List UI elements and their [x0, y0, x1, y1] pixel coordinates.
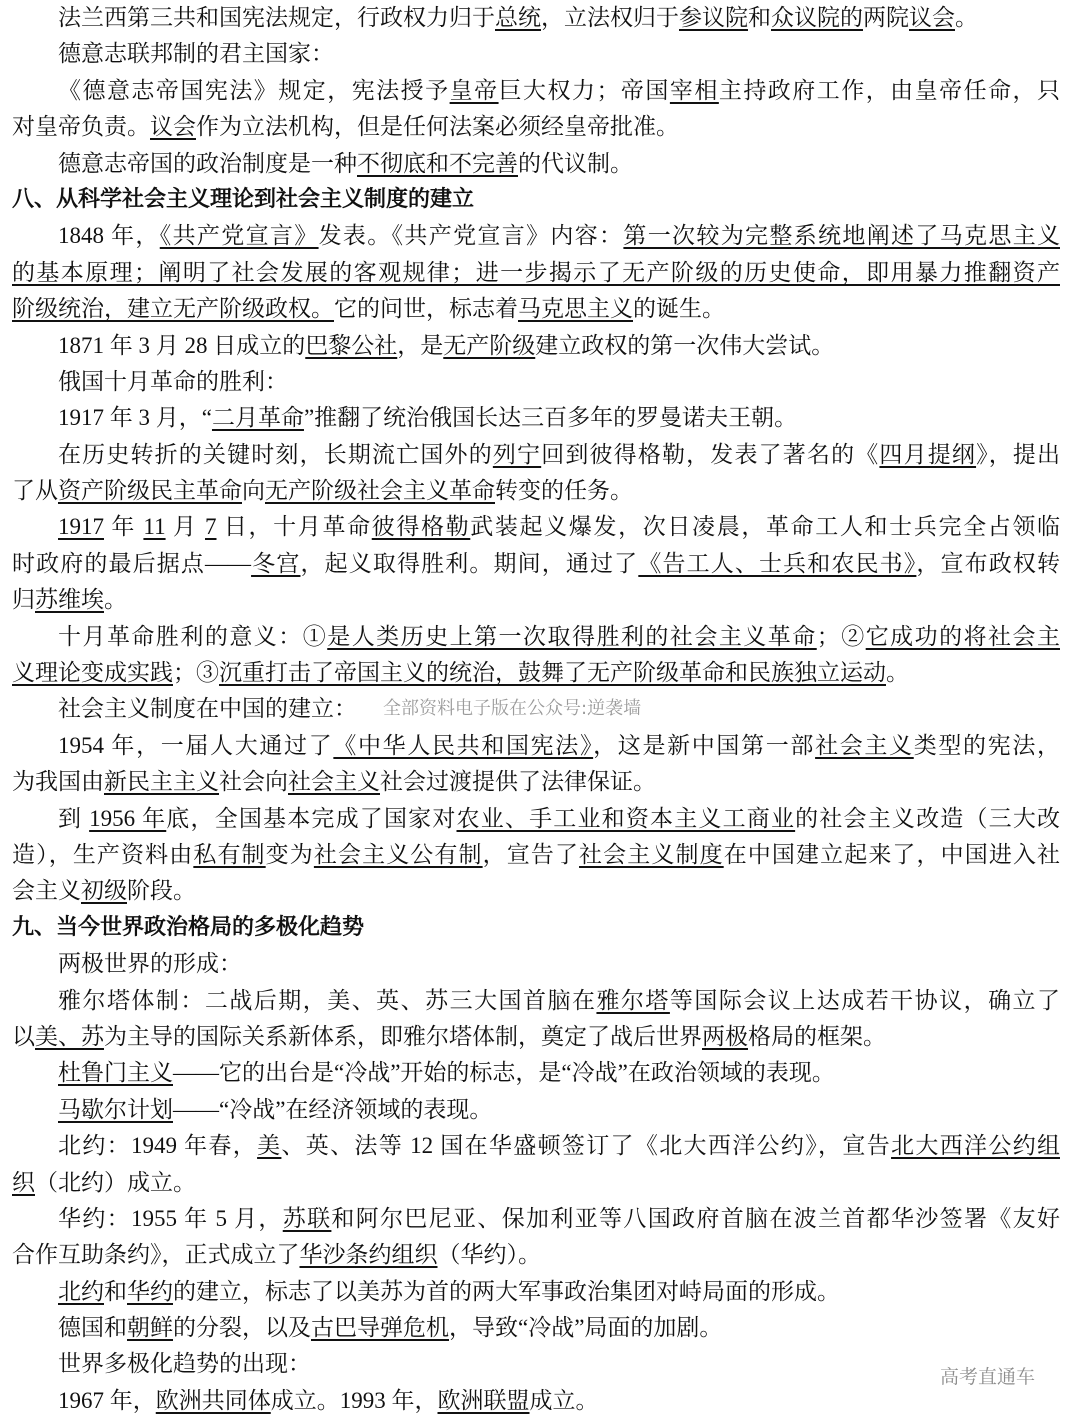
- text-segment: 华约：1955 年 5 月，: [58, 1205, 283, 1231]
- text-segment: （北约）成立。: [35, 1169, 196, 1195]
- underlined-key-term: 美: [257, 1133, 282, 1159]
- text-segment: 社会主义制度在中国的建立：: [58, 696, 357, 722]
- underlined-key-term: 无产阶级社会主义革命: [265, 478, 495, 504]
- text-line: [12, 109, 1060, 145]
- text-segment: 两极世界的形成：: [58, 951, 242, 977]
- underlined-key-term: 华约: [127, 1278, 173, 1304]
- text-segment: 向: [242, 478, 265, 504]
- text-line: [12, 1346, 1060, 1382]
- text-segment: ，这是新中国第一部: [593, 732, 816, 758]
- text-segment: 对皇帝负责。: [12, 114, 150, 140]
- underlined-key-term: 1917: [58, 514, 104, 540]
- underlined-key-term: 两极: [702, 1023, 748, 1049]
- text-segment: 的社会主义改造（三大改: [795, 805, 1060, 831]
- text-line: [12, 728, 1060, 764]
- text-line: [12, 619, 1060, 655]
- text-segment: 造），生产资料由: [12, 841, 194, 867]
- text-segment: 时政府的最后据点——: [12, 550, 252, 576]
- underlined-key-term: 欧洲共同体: [155, 1387, 271, 1413]
- underlined-key-term: 美、苏: [35, 1023, 104, 1049]
- underlined-key-term: 农业、手工业和资本主义工商业: [456, 805, 796, 831]
- text-line: [12, 1237, 1060, 1273]
- text-segment: 巨大权力；帝国: [498, 77, 670, 103]
- text-segment: 两院: [863, 5, 909, 30]
- text-segment: 的代议制。: [518, 150, 633, 176]
- text-line: [12, 764, 1060, 800]
- text-segment: 雅尔塔体制：二战后期，美、英、苏三大国首脑在: [58, 987, 597, 1013]
- underlined-key-term: 的基本原理；阐明了社会发展的客观规律；进一步揭示了无产阶级的历史使命，即用暴力推翻资产: [12, 259, 1060, 285]
- underlined-key-term: 社会主义制度: [579, 841, 724, 867]
- text-line: [12, 473, 1060, 509]
- underlined-key-term: 欧洲联盟: [437, 1387, 530, 1413]
- text-segment: 日，十月革命: [216, 514, 372, 540]
- text-line: [12, 437, 1060, 473]
- underlined-key-term: 社会主义: [288, 769, 380, 795]
- text-segment: 。: [955, 5, 978, 30]
- underlined-key-term: 四月提纲: [879, 441, 977, 467]
- underlined-key-term: 1956 年: [89, 805, 167, 831]
- text-line: [12, 1055, 1060, 1091]
- underlined-key-term: 《告工人、士兵和农民书》: [638, 550, 917, 576]
- text-segment: 发表。《共产党宣言》内容：: [318, 223, 624, 249]
- text-segment: 德国和: [58, 1315, 127, 1341]
- text-segment: 在历史转折的关键时刻，长期流亡国外的: [58, 441, 493, 467]
- text-segment: ——“冷战”在经济领域的表现。: [173, 1096, 493, 1122]
- text-segment: 九、当今世界政治格局的多极化趋势: [12, 914, 365, 940]
- text-segment: 1917 年 3 月，“: [58, 405, 212, 431]
- text-segment: （华约）。: [437, 1242, 541, 1268]
- text-line: [12, 218, 1060, 254]
- text-segment: 等国际会议上达成若干协议，确立了: [669, 987, 1060, 1013]
- text-line: [12, 1201, 1060, 1237]
- text-segment: ，立法权归于: [541, 5, 679, 30]
- text-segment: 它的问世，标志着: [334, 296, 518, 322]
- text-segment: ——它的出台是“冷战”开始的标志，是“冷战”在政治领域的表现。: [173, 1060, 835, 1086]
- text-segment: 会主义: [12, 878, 81, 904]
- text-segment: 年: [104, 514, 144, 540]
- underlined-key-term: 二月革命: [211, 405, 304, 431]
- underlined-key-term: 北大西洋公约组: [891, 1133, 1060, 1159]
- text-line: [12, 36, 1060, 72]
- text-segment: 转变的任务。: [495, 478, 633, 504]
- text-segment: 成立。: [529, 1387, 599, 1413]
- text-line: [12, 1310, 1060, 1346]
- text-segment: 回到彼得格勒，发表了著名的《: [541, 441, 880, 467]
- text-segment: 归: [12, 587, 35, 613]
- text-segment: 德意志帝国的政治制度是一种: [58, 150, 357, 176]
- text-segment: 。: [104, 587, 127, 613]
- text-line: [12, 291, 1060, 327]
- text-line: [12, 873, 1060, 909]
- text-line: [12, 983, 1060, 1019]
- section-heading: [12, 182, 1060, 218]
- underlined-key-term: 11: [143, 514, 166, 540]
- text-segment: 社会过渡提供了法律保证。: [380, 769, 656, 795]
- text-line: [12, 1274, 1060, 1310]
- text-segment: 》，提出: [976, 441, 1060, 467]
- underlined-key-term: 总统: [495, 5, 541, 30]
- underlined-key-term: 北约: [58, 1278, 104, 1304]
- text-segment: 1871 年 3 月 28 日成立的: [58, 332, 306, 358]
- underlined-key-term: 阶级统治，建立无产阶级政权。: [12, 296, 334, 322]
- text-line: [12, 1165, 1060, 1201]
- text-line: [12, 146, 1060, 182]
- underlined-key-term: 织: [12, 1169, 35, 1195]
- text-segment: 在中国建立起来了，中国进入社: [723, 841, 1060, 867]
- text-segment: 类型的宪法，: [913, 732, 1060, 758]
- underlined-key-term: 不彻底和不完善: [357, 150, 518, 176]
- text-segment: 阶段。: [127, 878, 196, 904]
- text-line: [12, 509, 1060, 545]
- underlined-key-term: 义理论变成实践: [12, 660, 173, 686]
- text-segment: 。: [886, 660, 909, 686]
- underlined-key-term: 资产阶级民主革命: [58, 478, 242, 504]
- underlined-key-term: 议会: [150, 114, 196, 140]
- underlined-key-term: 它成功的将社会主: [865, 623, 1060, 649]
- underlined-key-term: 彼得格勒: [371, 514, 471, 540]
- underlined-key-term: 马克思主义: [518, 296, 633, 322]
- text-segment: 武装起义爆发，次日凌晨，革命工人和士兵完全占领临: [470, 514, 1060, 540]
- source-watermark: 高考直通车: [940, 1366, 1036, 1388]
- underlined-key-term: 第一次较为完整系统地阐述了马克思主义: [623, 223, 1060, 249]
- text-segment: 底，全国基本完成了国家对: [166, 805, 457, 831]
- text-line: [12, 255, 1060, 291]
- text-line: [12, 0, 1060, 36]
- text-segment: 和阿尔巴尼亚、保加利亚等八国政府首脑在波兰首都华沙签署《友好: [331, 1205, 1060, 1231]
- text-line: [12, 801, 1060, 837]
- text-segment: 俄国十月革命的胜利：: [58, 368, 288, 394]
- underlined-key-term: 议会: [909, 5, 955, 30]
- underlined-key-term: 社会主义: [815, 732, 914, 758]
- text-segment: 为主导的国际关系新体系，即雅尔塔体制，奠定了战后世界: [104, 1023, 702, 1049]
- underlined-key-term: 《共产党宣言》: [159, 223, 319, 249]
- underlined-key-term: 是人类历史上第一次取得胜利的社会主义革命: [327, 623, 817, 649]
- text-line: [12, 1128, 1060, 1164]
- underlined-key-term: 众议院的: [771, 5, 863, 30]
- underlined-key-term: 初级: [81, 878, 127, 904]
- watermark-text: 全部资料电子版在公众号:逆袭墙: [383, 698, 642, 719]
- underlined-key-term: 列宁: [492, 441, 542, 467]
- underlined-key-term: 皇帝: [449, 77, 499, 103]
- text-segment: 1848 年，: [58, 223, 160, 249]
- underlined-key-term: 杜鲁门主义: [58, 1060, 173, 1086]
- text-segment: ，是: [397, 332, 444, 358]
- underlined-key-term: 参议院: [679, 5, 748, 30]
- text-segment: ”推翻了统治俄国长达三百多年的罗曼诺夫王朝。: [303, 405, 798, 431]
- text-segment: 社会向: [219, 769, 288, 795]
- text-line: [12, 546, 1060, 582]
- underlined-key-term: 新民主主义: [104, 769, 219, 795]
- underlined-key-term: 冬宫: [251, 550, 301, 576]
- text-segment: 为我国由: [12, 769, 104, 795]
- text-segment: 十月革命胜利的意义：①: [58, 623, 328, 649]
- underlined-key-term: 华沙条约组织: [299, 1242, 438, 1268]
- underlined-key-term: 私有制: [193, 841, 266, 867]
- text-segment: 北约：1949 年春，: [58, 1133, 258, 1159]
- text-segment: 以: [12, 1023, 35, 1049]
- text-line: [12, 582, 1060, 618]
- underlined-key-term: 朝鲜: [127, 1315, 173, 1341]
- text-segment: 世界多极化趋势的出现：: [58, 1351, 311, 1377]
- text-segment: ，宣布政权转: [916, 550, 1060, 576]
- text-segment: 合作互助条约》，正式成立了: [12, 1242, 300, 1268]
- text-segment: 八、从科学社会主义理论到社会主义制度的建立: [12, 186, 475, 212]
- text-segment: ；②: [816, 623, 866, 649]
- text-segment: 1954 年，一届人大通过了: [58, 732, 334, 758]
- text-line: [12, 400, 1060, 436]
- text-segment: 了从: [12, 478, 58, 504]
- text-line: [12, 73, 1060, 109]
- text-segment: ；③: [173, 660, 219, 686]
- underlined-key-term: 苏联: [282, 1205, 332, 1231]
- text-line: [12, 328, 1060, 364]
- text-segment: 和: [104, 1278, 127, 1304]
- underlined-key-term: 宰相: [669, 77, 719, 103]
- text-segment: 的诞生。: [633, 296, 725, 322]
- underlined-key-term: 雅尔塔: [596, 987, 670, 1013]
- underlined-key-term: 《中华人民共和国宪法》: [333, 732, 594, 758]
- text-segment: 1967 年，: [58, 1387, 156, 1413]
- text-segment: 的分裂，以及: [173, 1315, 311, 1341]
- underlined-key-term: 苏维埃: [35, 587, 104, 613]
- section-heading: [12, 910, 1060, 946]
- text-segment: 和: [748, 5, 771, 30]
- text-segment: 格局的框架。: [748, 1023, 886, 1049]
- underlined-key-term: 7: [205, 514, 217, 540]
- text-line: [12, 1019, 1060, 1055]
- text-segment: ，起义取得胜利。期间，通过了: [300, 550, 639, 576]
- underlined-key-term: 古巴导弹危机: [311, 1315, 449, 1341]
- text-segment: 、英、法等 12 国在华盛顿签订了《北大西洋公约》，宣告: [281, 1133, 892, 1159]
- underlined-key-term: 巴黎公社: [305, 332, 398, 358]
- underlined-key-term: 沉重打击了帝国主义的统治，鼓舞了无产阶级革命和民族独立运动: [219, 660, 886, 686]
- text-segment: 主持政府工作，由皇帝任命，只: [718, 77, 1060, 103]
- text-segment: 月: [165, 514, 205, 540]
- text-segment: 建立政权的第一次伟大尝试。: [535, 332, 835, 358]
- text-line: [12, 837, 1060, 873]
- underlined-key-term: 马歇尔计划: [58, 1096, 173, 1122]
- text-line: [12, 364, 1060, 400]
- text-segment: 法兰西第三共和国宪法规定，行政权力归于: [58, 5, 495, 30]
- text-line: [12, 1092, 1060, 1128]
- text-segment: 变为: [265, 841, 314, 867]
- text-line: [12, 946, 1060, 982]
- text-line: [12, 655, 1060, 691]
- text-segment: 德意志联邦制的君主国家：: [58, 41, 334, 67]
- text-segment: 成立。1993 年，: [270, 1387, 438, 1413]
- text-segment: ，宣告了: [482, 841, 580, 867]
- text-segment: 作为立法机构，但是任何法案必须经皇帝批准。: [196, 114, 679, 140]
- underlined-key-term: 社会主义公有制: [313, 841, 483, 867]
- text-segment: 的建立，标志了以美苏为首的两大军事政治集团对峙局面的形成。: [173, 1278, 840, 1304]
- text-segment: 到: [58, 805, 90, 831]
- text-segment: 《德意志帝国宪法》规定，宪法授予: [58, 77, 450, 103]
- underlined-key-term: 无产阶级: [443, 332, 536, 358]
- text-segment: ，导致“冷战”局面的加剧。: [449, 1315, 723, 1341]
